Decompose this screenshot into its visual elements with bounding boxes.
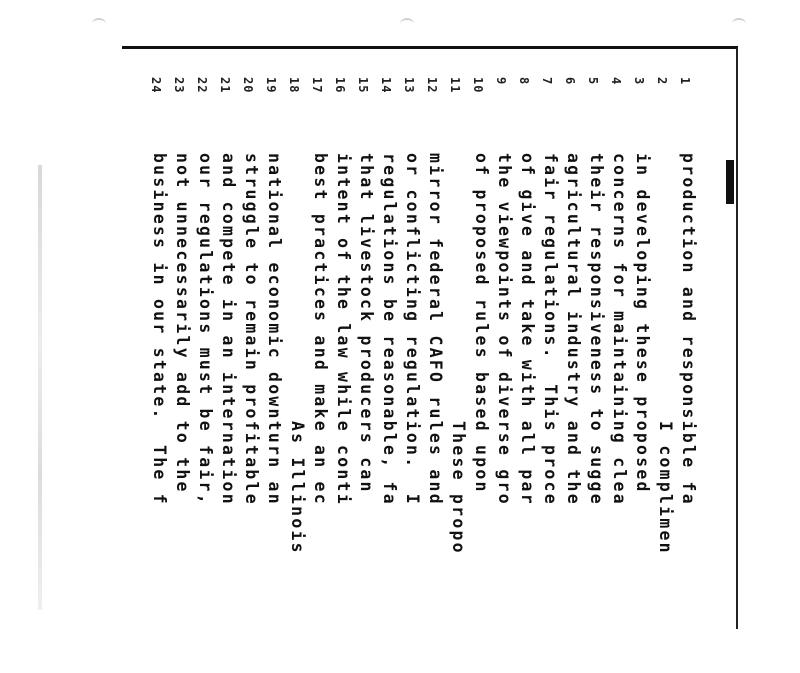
line-number: 9	[494, 77, 508, 86]
punch-hole-center	[400, 18, 414, 30]
transcript-line: and compete in an internation	[219, 153, 238, 506]
line-number: 2	[655, 77, 669, 86]
scan-streak	[38, 165, 42, 610]
line-number: 5	[586, 77, 600, 86]
line-number: 6	[563, 77, 577, 86]
line-number: 7	[540, 77, 554, 86]
line-number: 18	[287, 77, 301, 94]
transcript-line: production and responsible fa	[679, 153, 698, 506]
line-number: 14	[379, 77, 393, 94]
transcript-line: best practices and make an ec	[311, 153, 330, 506]
transcript-line: mirror federal CAFO rules and	[426, 153, 445, 506]
line-number: 8	[517, 77, 531, 86]
transcript-line: intent of the law while conti	[334, 153, 353, 506]
line-number: 19	[264, 77, 278, 94]
transcript-line: of proposed rules based upon	[472, 153, 491, 494]
line-number: 11	[448, 77, 462, 94]
rotated-transcript-page	[100, 55, 700, 595]
transcript-line: regulations be reasonable, fa	[380, 153, 399, 506]
transcript-line: These propo	[449, 421, 468, 555]
transcript-line: fair regulations. This proce	[541, 153, 560, 506]
line-number: 16	[333, 77, 347, 94]
line-number: 1	[678, 77, 692, 86]
transcript-line: agricultural industry and the	[564, 153, 583, 506]
transcript-line: the viewpoints of diverse gro	[495, 153, 514, 506]
transcript-line: concerns for maintaining clea	[610, 153, 629, 506]
line-number: 3	[632, 77, 646, 86]
line-number: 13	[402, 77, 416, 94]
line-number: 4	[609, 77, 623, 86]
line-number: 17	[310, 77, 324, 94]
transcript-line: or conflicting regulation. I	[403, 153, 422, 506]
transcript-line: not unnecessarily add to the	[173, 153, 192, 494]
transcript-line: national economic downturn an	[265, 153, 284, 506]
transcript-line: struggle to remain profitable	[242, 153, 261, 506]
line-number: 20	[241, 77, 255, 94]
line-number: 22	[195, 77, 209, 94]
line-number: 15	[356, 77, 370, 94]
binding-edge-mark	[726, 160, 734, 204]
transcript-line: that livestock producers can	[357, 153, 376, 494]
punch-hole-right	[732, 18, 746, 30]
punch-hole-left	[92, 18, 106, 30]
transcript-line: I complimen	[656, 421, 675, 555]
line-number: 10	[471, 77, 485, 94]
transcript-line: of give and take with all par	[518, 153, 537, 506]
transcript-line: in developing these proposed	[633, 153, 652, 494]
line-number: 24	[149, 77, 163, 94]
line-number: 23	[172, 77, 186, 94]
line-number: 21	[218, 77, 232, 94]
transcript-line: business in our state. The f	[150, 153, 169, 506]
transcript-line: their responsiveness to sugge	[587, 153, 606, 506]
transcript-line: As Illinois	[288, 421, 307, 555]
line-number: 12	[425, 77, 439, 94]
transcript-line: our regulations must be fair,	[196, 153, 215, 506]
